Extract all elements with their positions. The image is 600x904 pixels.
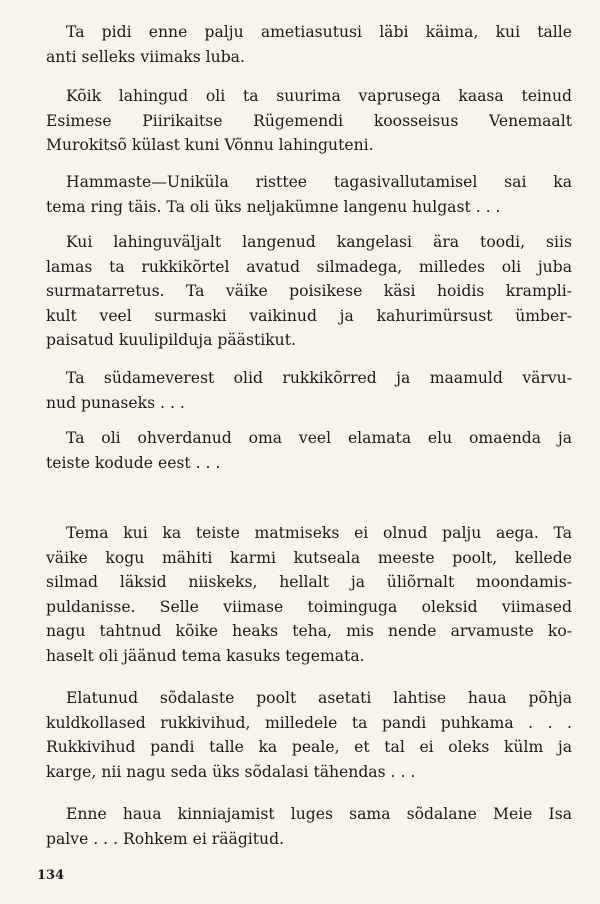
text-line: Esimese Piirikaitse Rügemendi koosseisus Venemaalt bbox=[46, 111, 572, 130]
text-line: nagu tahtnud kõike heaks teha, mis nende arvamuste ko- bbox=[46, 622, 572, 641]
text-line: kuldkollased rukkivihud, milledele ta pandi puhkama . . . bbox=[46, 713, 572, 732]
text-line: paisatud kuulipilduja päästikut. bbox=[46, 331, 296, 350]
paragraph-9 bbox=[46, 802, 572, 851]
text-line: karge, nii nagu seda üks sõdalasi tähendas . . . bbox=[46, 762, 416, 781]
text-line: Murokitsõ külast kuni Võnnu lahinguteni. bbox=[46, 136, 374, 155]
text-line: surmatarretus. Ta väike poisikese käsi hoidis krampli- bbox=[46, 282, 572, 301]
paragraph-6 bbox=[46, 426, 572, 475]
text-line: anti selleks viimaks luba. bbox=[46, 47, 245, 66]
text-line: Elatunud sõdalaste poolt asetati lahtise haua põhja bbox=[66, 689, 572, 707]
text-line: Tema kui ka teiste matmiseks ei olnud palju aega. Ta bbox=[66, 524, 572, 542]
paragraph-7 bbox=[46, 521, 572, 669]
text-line: Ta oli ohverdanud oma veel elamata elu omaenda ja bbox=[66, 429, 572, 447]
paragraph-5 bbox=[46, 366, 572, 415]
text-line: kult veel surmaski vaikinud ja kahurimürsust ümber- bbox=[46, 306, 572, 325]
text-line: Kõik lahingud oli ta suurima vaprusega kaasa teinud bbox=[66, 87, 572, 105]
text-line: palve . . . Rohkem ei räägitud. bbox=[46, 829, 285, 848]
text-line: teiste kodude eest . . . bbox=[46, 453, 221, 472]
text-line: Ta pidi enne palju ametiasutusi läbi käima, kui talle bbox=[66, 23, 572, 41]
text-line: puldanisse. Selle viimase toiminguga oleksid viimased bbox=[46, 597, 572, 616]
text-line: nud punaseks . . . bbox=[46, 393, 185, 412]
paragraph-3 bbox=[46, 170, 572, 219]
text-line: silmad läksid niiskeks, hellalt ja üliõrnalt moondamis- bbox=[46, 573, 572, 592]
text-line: lamas ta rukkikõrtel avatud silmadega, milledes oli juba bbox=[46, 257, 572, 276]
text-line: Enne haua kinniajamist luges sama sõdalane Meie Isa bbox=[66, 805, 572, 823]
text-line: tema ring täis. Ta oli üks neljakümne langenu hulgast . . . bbox=[46, 197, 501, 216]
text-line: väike kogu mähiti karmi kutseala meeste poolt, kellede bbox=[46, 548, 572, 567]
paragraph-8 bbox=[46, 686, 572, 784]
page-number: 134 bbox=[37, 868, 65, 883]
text-line: Hammaste—Uniküla risttee tagasivallutamisel sai ka bbox=[66, 173, 572, 191]
text-line: Ta südameverest olid rukkikõrred ja maamuld värvu- bbox=[66, 369, 572, 387]
text-line: Kui lahinguväljalt langenud kangelasi ära toodi, siis bbox=[66, 233, 572, 251]
text-line: Rukkivihud pandi talle ka peale, et tal ei oleks külm ja bbox=[46, 738, 572, 757]
paragraph-2 bbox=[46, 84, 572, 158]
paragraph-4 bbox=[46, 230, 572, 353]
text-line: haselt oli jäänud tema kasuks tegemata. bbox=[46, 646, 365, 665]
paragraph-1 bbox=[46, 20, 572, 69]
